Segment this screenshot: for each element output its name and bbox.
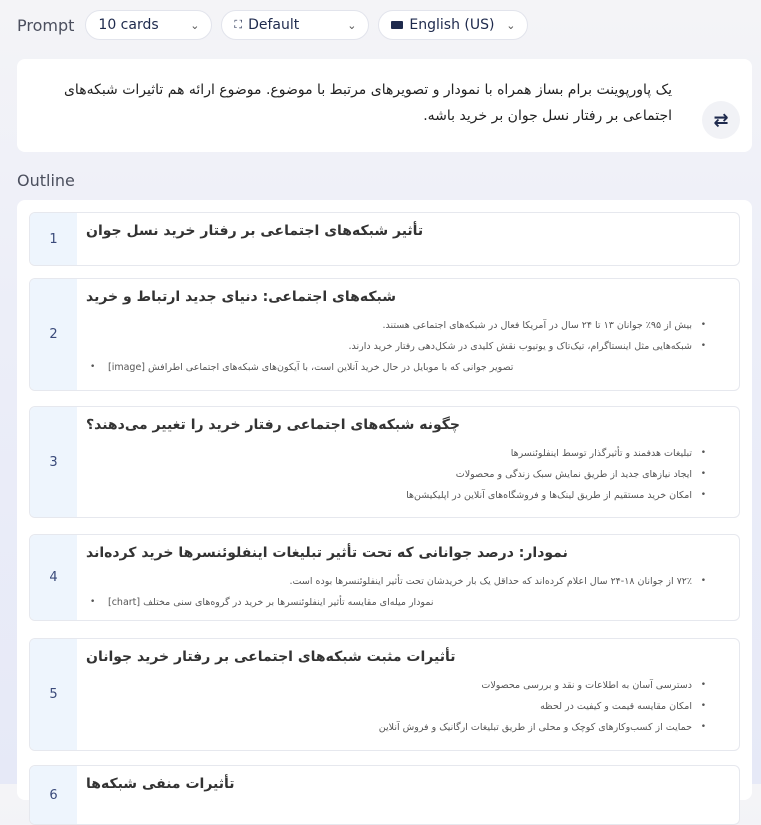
bullet-list (86, 315, 706, 378)
outline-list (17, 200, 752, 803)
bullet-list (86, 571, 706, 613)
card-count-select[interactable] (85, 10, 212, 40)
card-number: 6 (30, 766, 77, 824)
card-title[interactable]: تأثیرات منفی شبکه‌ها (86, 776, 235, 792)
card-title[interactable]: شبکه‌های اجتماعی: دنیای جدید ارتباط و خرید (86, 289, 396, 305)
media-description: تصویر جوانی که با موبایل در حال خرید آنلاین است، با آیکون‌های شبکه‌های اجتماعی اطرافش (148, 362, 514, 373)
toolbar (17, 10, 528, 40)
outline-card[interactable] (29, 278, 740, 391)
language-select[interactable] (378, 10, 528, 40)
card-title[interactable]: تأثیرات مثبت شبکه‌های اجتماعی بر رفتار خرید جوانان (86, 649, 456, 665)
card-title[interactable]: چگونه شبکه‌های اجتماعی رفتار خرید را تغییر می‌دهند؟ (86, 417, 460, 433)
chevron-down-icon: ⌄ (347, 18, 357, 32)
card-number: 4 (30, 535, 77, 620)
card-number: 3 (30, 407, 77, 517)
card-title[interactable]: تأثیر شبکه‌های اجتماعی بر رفتار خرید نسل جوان (86, 223, 424, 239)
refresh-icon: ⇄ (713, 109, 729, 131)
bullet-item[interactable]: • شبکه‌هایی مثل اینستاگرام، تیک‌تاک و یوتیوب نقش کلیدی در شکل‌دهی رفتار خرید دارند. (86, 336, 706, 357)
format-value: Default (248, 17, 300, 33)
language-value: English (US) (409, 17, 495, 33)
bullet-list (86, 675, 706, 738)
outline-card[interactable] (29, 638, 740, 751)
prompt-box[interactable] (17, 59, 752, 152)
frame-icon: ⛶ (234, 18, 243, 31)
bullet-item[interactable]: • امکان خرید مستقیم از طریق لینک‌ها و فروشگاه‌های آنلاین در اپلیکیشن‌ها (86, 485, 706, 506)
format-select[interactable] (221, 10, 369, 40)
language-icon (391, 21, 403, 29)
outline-label: Outline (17, 171, 75, 190)
bullet-item[interactable]: • ۷۲٪ از جوانان ۱۸-۲۴ سال اعلام کرده‌اند که حداقل یک بار خریدشان تحت تأثیر اینفلوئنسرها بوده است. (86, 571, 706, 592)
regenerate-button[interactable] (702, 101, 740, 139)
media-tag: [chart] (108, 597, 141, 608)
bullet-item[interactable]: • تبلیغات هدفمند و تأثیرگذار توسط اینفلوئنسرها (86, 443, 706, 464)
prompt-label: Prompt (17, 15, 75, 35)
prompt-text[interactable]: یک پاورپوینت برام بساز همراه با نمودار و تصویرهای مرتبط با موضوع. موضوع ارائه هم تاثیرات شبکه‌های اجتماعی بر رفتار نسل جوان بر خرید باشه. (63, 82, 672, 124)
media-description: نمودار میله‌ای مقایسه تأثیر اینفلوئنسرها بر خرید در گروه‌های سنی مختلف (143, 597, 434, 608)
card-number: 5 (30, 639, 77, 750)
media-tag: [image] (108, 362, 146, 373)
bullet-item[interactable]: • امکان مقایسه قیمت و کیفیت در لحظه (86, 696, 706, 717)
card-number: 1 (30, 213, 77, 265)
bullet-item[interactable]: • حمایت از کسب‌وکارهای کوچک و محلی از طریق تبلیغات ارگانیک و فروش آنلاین (86, 717, 706, 738)
chevron-down-icon: ⌄ (506, 18, 516, 32)
image-placeholder-item[interactable] (86, 357, 706, 378)
card-title[interactable]: نمودار: درصد جوانانی که تحت تأثیر تبلیغات اینفلوئنسرها خرید کرده‌اند (86, 545, 568, 561)
card-number: 2 (30, 279, 77, 390)
card-count-value: 10 cards (98, 17, 159, 33)
chevron-down-icon: ⌄ (190, 18, 200, 32)
bullet-item[interactable]: • دسترسی آسان به اطلاعات و نقد و بررسی محصولات (86, 675, 706, 696)
bullet-list (86, 443, 706, 506)
outline-card[interactable] (29, 765, 740, 825)
chart-placeholder-item[interactable] (86, 592, 706, 613)
outline-card[interactable] (29, 534, 740, 621)
bullet-item[interactable]: • ایجاد نیازهای جدید از طریق نمایش سبک زندگی و محصولات (86, 464, 706, 485)
outline-card[interactable] (29, 212, 740, 266)
bullet-item[interactable]: • بیش از ۹۵٪ جوانان ۱۳ تا ۲۴ سال در آمریکا فعال در شبکه‌های اجتماعی هستند. (86, 315, 706, 336)
outline-card[interactable] (29, 406, 740, 518)
